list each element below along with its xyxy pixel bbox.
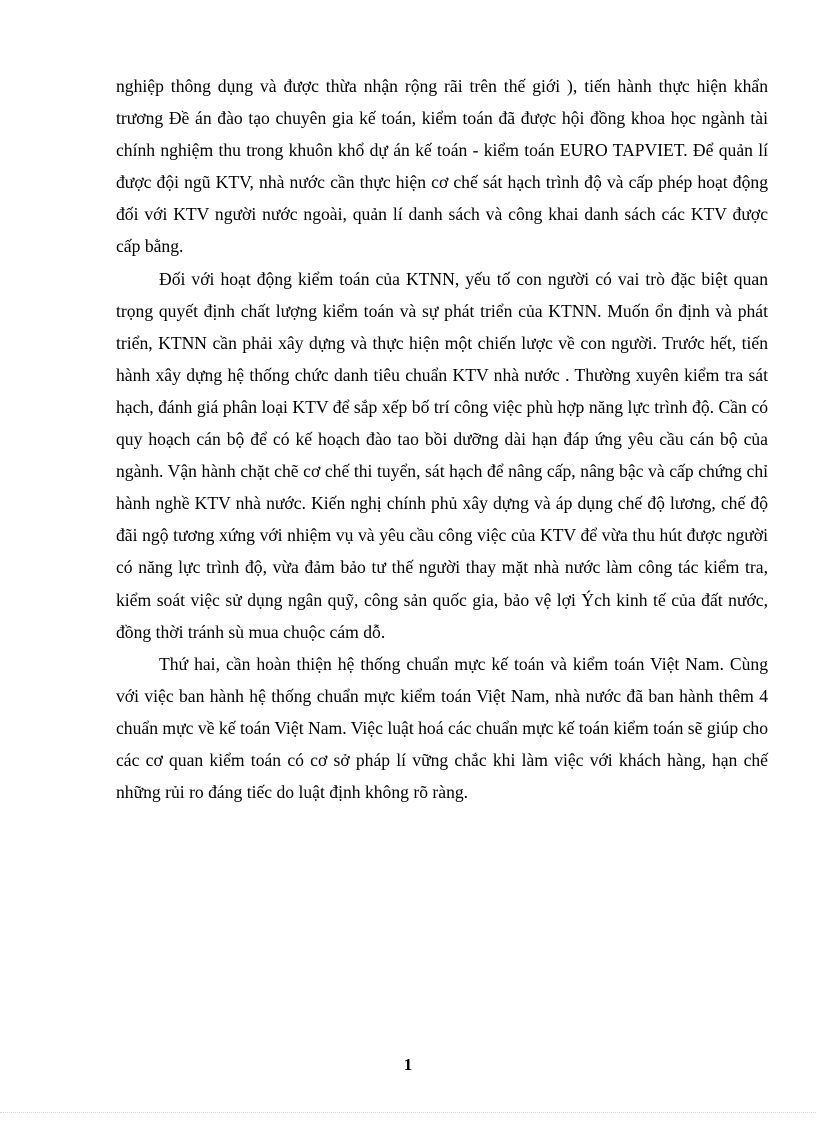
page-bottom-rule bbox=[0, 1112, 816, 1113]
page-number: 1 bbox=[403, 1055, 413, 1074]
document-body bbox=[116, 70, 768, 808]
paragraph-accounting-standards: Thứ hai, cần hoàn thiện hệ thống chuẩn mực kế toán và kiểm toán Việt Nam. Cùng với việc ban hành hệ thống chuẩn mực kiểm toán Việt Nam, nhà nước đã ban hành thêm 4 chuẩn mực về kế toán Việt Nam. Việc luật hoá các chuẩn mực kế toán kiểm toán sẽ giúp cho các cơ quan kiểm toán có cơ sở pháp lí vững chắc khi làm việc với khách hàng, hạn chế những rủi ro đáng tiếc do luật định không rõ ràng. bbox=[116, 653, 768, 803]
paragraph-ktnn-human-factor: Đối với hoạt động kiểm toán của KTNN, yếu tố con người có vai trò đặc biệt quan trọng quyết định chất lượng kiểm toán và sự phát triển của KTNN. Muốn ổn định và phát triển, KTNN cần phải xây dựng và thực hiện một chiến lược về con người. Trước hết, tiến hành xây dựng hệ thống chức danh tiêu chuẩn KTV nhà nước . Thường xuyên kiểm tra sát hạch, đánh giá phân loại KTV để sắp xếp bố trí công việc phù hợp năng lực trình độ. Cần có quy hoạch cán bộ để có kế hoạch đào tao bồi dưỡng dài hạn đáp ứng yêu cầu cán bộ của ngành. Vận hành chặt chẽ cơ chế thi tuyển, sát hạch để nâng cấp, nâng bậc và cấp chứng chỉ hành nghề KTV nhà nước. Kiến nghị chính phủ xây dựng và áp dụng chế độ lương, chế độ đãi ngộ tương xứng với nhiệm vụ và yêu cầu công việc của KTV để vừa thu hút được người có năng lực trình độ, vừa đảm bảo tư thế người thay mặt nhà nước làm công tác kiểm tra, kiểm soát việc sử dụng ngân quỹ, công sản quốc gia, bảo vệ lợi Ých kinh tế của đất nước, đồng thời tránh sù mua chuộc cám dỗ. bbox=[116, 268, 768, 642]
paragraph-continuation: nghiệp thông dụng và được thừa nhận rộng rãi trên thế giới ), tiến hành thực hiện khẩn trương Đề án đào tạo chuyên gia kế toán, kiểm toán đã được hội đồng khoa học ngành tài chính nghiệm thu trong khuôn khổ dự án kế toán - kiểm toán EURO TAPVIET. Để quản lí được đội ngũ KTV, nhà nước cần thực hiện cơ chế sát hạch trình độ và cấp phép hoạt động đối với KTV người nước ngoài, quản lí danh sách và công khai danh sách các KTV được cấp bằng. bbox=[116, 76, 768, 257]
